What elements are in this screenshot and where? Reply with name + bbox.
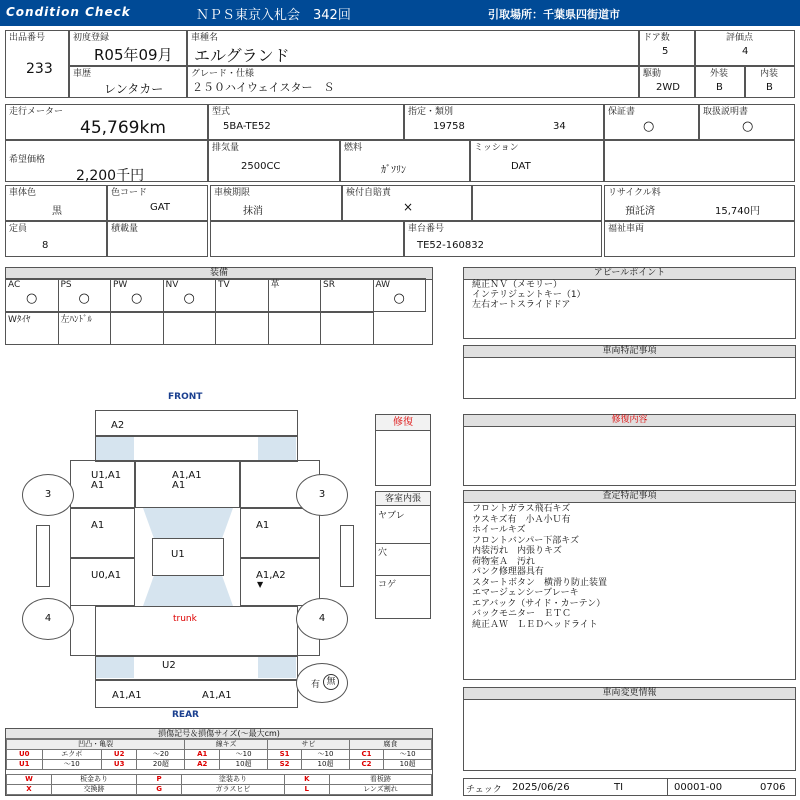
- check-label: チェック: [466, 785, 502, 795]
- legend-header: 線キズ: [185, 740, 268, 750]
- legend-code: A2: [185, 760, 220, 770]
- code-hood-right2: A1: [172, 480, 186, 491]
- capacity-cell: [5, 221, 107, 257]
- drive-cell: [639, 66, 695, 98]
- legend-code: U1: [7, 760, 43, 770]
- equipment-item-pw: [110, 278, 164, 312]
- rear-window: [143, 576, 233, 606]
- check-date: 2025/06/26: [512, 782, 570, 793]
- color-code-cell: [107, 185, 208, 221]
- mileage-value: 45,769km: [80, 118, 166, 138]
- appeal-lines: [472, 280, 586, 310]
- tire-code: 3: [318, 489, 326, 500]
- tire-code: 4: [318, 613, 326, 624]
- code-rear-right-mark: ▼: [257, 580, 264, 589]
- manual-cell: [699, 104, 795, 140]
- appeal-line: インテリジェントキー（1）: [472, 290, 586, 300]
- inspection-note-line: フロントガラス飛石キズ: [472, 504, 571, 514]
- first-reg-label: 初度登録: [73, 33, 110, 43]
- legend-size: 〜10: [384, 750, 432, 760]
- front-left-door-panel: [70, 508, 135, 558]
- equipment-mark: ○: [26, 291, 38, 306]
- legend-size: エクボ: [42, 750, 101, 760]
- legend-mark-code: P: [137, 775, 182, 785]
- mission-cell: [470, 140, 604, 182]
- front-right-door-panel: [240, 508, 320, 558]
- legend-size: 〜20: [137, 750, 185, 760]
- equipment-label: AW: [375, 280, 391, 290]
- spare-tire: [296, 663, 348, 703]
- equipment-mark: ○: [78, 291, 90, 306]
- chassis-label: 車台番号: [408, 224, 445, 234]
- model-label: 型式: [212, 107, 231, 117]
- front-bumper: [95, 410, 298, 436]
- equipment-label: TV: [218, 280, 230, 290]
- footer-divider: [667, 779, 668, 795]
- tire-front-left: [22, 474, 74, 516]
- repair-title: 修復: [376, 415, 430, 431]
- mission-label: ミッション: [474, 143, 519, 153]
- code-rear-bumper-left: A1,A1: [112, 690, 142, 701]
- cabin-item: ヤブレ: [378, 511, 405, 521]
- auction-title: ＮＰＳ東京入札会 342回: [196, 8, 351, 23]
- inspection-note-line: 荷物室Ａ 汚れ: [472, 556, 536, 567]
- recycle-cell: [604, 185, 795, 221]
- load-label: 積載量: [111, 224, 139, 234]
- welfare-cell: [604, 221, 795, 257]
- inspection-notes-list: [472, 504, 607, 630]
- legend-mark-label: 交換跡: [52, 785, 137, 795]
- designation-label: 指定・類別: [408, 107, 454, 117]
- equipment-label: 革: [270, 280, 280, 290]
- trunk-label: trunk: [173, 614, 197, 624]
- tire-code: 3: [44, 489, 52, 500]
- repair-panel: [375, 414, 431, 486]
- car-name-label: 車種名: [191, 33, 219, 43]
- history-label: 車歴: [73, 69, 92, 79]
- pickup-location: 引取場所：千葉県四街道市: [488, 8, 620, 21]
- legend-header: 腐食: [349, 740, 431, 750]
- equipment-extra-cell: [5, 312, 59, 345]
- legend-title: 損傷記号＆損傷サイズ(〜最大cm): [6, 729, 432, 739]
- color-cell: [5, 185, 107, 221]
- footer-bar: [463, 778, 796, 796]
- inspection-value: 抹消: [243, 206, 263, 217]
- legend-code: S1: [267, 750, 301, 760]
- warranty-label: 保証書: [608, 107, 636, 117]
- designation-value: 19758: [433, 121, 465, 132]
- displacement-label: 排気量: [212, 143, 240, 153]
- history-cell: [69, 66, 187, 98]
- changes-panel: [463, 687, 796, 771]
- rear-left-door-panel: [70, 558, 135, 606]
- legend-mark-label: 看板跡: [329, 775, 431, 785]
- load-cell: [107, 221, 208, 257]
- appeal-title: アピールポイント: [464, 268, 795, 280]
- legend-mark-code: G: [137, 785, 182, 795]
- appeal-line: 純正ＮＶ（メモリー）: [472, 280, 563, 290]
- legend-mark-label: 板金あり: [52, 775, 137, 785]
- code-front-left-door: A1: [91, 520, 105, 531]
- interior-label: 内装: [760, 69, 779, 79]
- equipment-extra-cell: [58, 312, 112, 345]
- displacement-value: 2500CC: [241, 161, 281, 172]
- equipment-item-ps: [58, 278, 112, 312]
- insurance-cell: [342, 185, 472, 221]
- inspection-note-line: エマージェンシーブレーキ: [472, 588, 579, 598]
- grade-value: ２５０ハイウェイスター Ｓ: [192, 81, 335, 94]
- legend-size: 10超: [302, 760, 350, 770]
- doors-label: ドア数: [643, 33, 670, 43]
- legend-table: [6, 739, 432, 770]
- appeal-line: 左右オートスライドドア: [472, 300, 571, 310]
- code-rear-bumper-right: A1,A1: [202, 690, 232, 701]
- inspection-note-line: ウスキズ有 小Ａ小Ｕ有: [472, 514, 571, 525]
- tire-rear-right: [296, 598, 348, 640]
- drive-label: 駆動: [643, 69, 662, 79]
- mileage-label: 走行メーター: [9, 107, 64, 117]
- front-label: FRONT: [168, 392, 203, 402]
- model-value: 5BA-TE52: [223, 121, 271, 132]
- right-blank-cell: [604, 140, 795, 182]
- grade-eval-label: 評価点: [726, 33, 754, 43]
- code-roof: U1: [171, 549, 185, 560]
- recycle-label: リサイクル料: [608, 188, 661, 198]
- capacity-label: 定員: [9, 224, 28, 234]
- equipment-label: NV: [165, 280, 179, 290]
- insurance-label: 検付自賠責: [346, 188, 392, 198]
- inspection-note-line: ホイールキズ: [472, 525, 526, 535]
- code-front-right-door: A1: [256, 520, 270, 531]
- inspection-note-line: 内装汚れ 内張りキズ: [472, 546, 562, 556]
- equipment-title: 装備: [6, 268, 432, 280]
- code-hood-front: A2: [111, 420, 125, 431]
- grade-label: グレード・仕様: [191, 69, 255, 79]
- drive-value: 2WD: [656, 82, 680, 93]
- recycle-fee: 15,740円: [715, 206, 760, 217]
- legend-marks-table: [6, 774, 432, 795]
- code-rear-left-door: U0,A1: [91, 570, 122, 581]
- equipment-item-tv: [215, 278, 269, 312]
- equipment-label: PW: [113, 280, 128, 290]
- inspection-note-line: フロントバンパー下部キズ: [472, 535, 580, 546]
- price-cell: [5, 140, 208, 182]
- cabin-item: 穴: [378, 548, 388, 558]
- roof-panel: [152, 538, 224, 576]
- car-name-cell: [187, 30, 639, 66]
- legend-code: U3: [101, 760, 137, 770]
- legend-code: U2: [101, 750, 137, 760]
- legend-size: 〜10: [42, 760, 101, 770]
- equipment-item-nv: [163, 278, 217, 312]
- mission-value: DAT: [511, 161, 531, 172]
- color-label: 車体色: [9, 188, 37, 198]
- inspection-note-line: パンク修理器具有: [472, 567, 544, 577]
- inspection-note-line: 純正ＡＷ ＬＥＤヘッドライト: [472, 619, 598, 630]
- first-reg-cell: [69, 30, 187, 66]
- capacity-value: 8: [42, 240, 49, 251]
- cabin-title: 客室内張: [376, 492, 430, 506]
- cabin-item: コゲ: [378, 580, 397, 590]
- inspector: TI: [614, 782, 624, 793]
- repair-content-panel: [463, 414, 796, 486]
- tire-rear-left: [22, 598, 74, 640]
- special-panel: [463, 345, 796, 399]
- mileage-cell: [5, 104, 208, 140]
- cabin-divider: [376, 575, 430, 576]
- legend-size: 〜10: [302, 750, 350, 760]
- changes-title: 車両変更情報: [464, 688, 795, 700]
- price-label: 希望価格: [9, 155, 46, 165]
- legend-size: 20超: [137, 760, 185, 770]
- appeal-panel: [463, 267, 796, 339]
- legend-mark-label: ガラスヒビ: [182, 785, 285, 795]
- interior-value: B: [766, 82, 773, 93]
- legend-mark-label: 塗装あり: [182, 775, 285, 785]
- equipment-extra-cell: [163, 312, 217, 345]
- equipment-extra-label: Wﾀｲﾔ: [8, 315, 31, 325]
- legend-code: U0: [7, 750, 43, 760]
- code-rear-center: U2: [162, 660, 176, 671]
- recycle-status: 預託済: [625, 206, 655, 217]
- grade-eval-cell: [695, 30, 795, 66]
- fuel-cell: [340, 140, 470, 182]
- color-code-label: 色コード: [111, 188, 148, 198]
- legend-mark-code: W: [7, 775, 52, 785]
- equipment-label: PS: [60, 280, 72, 290]
- manual-label: 取扱説明書: [703, 107, 749, 117]
- first-reg-value: R05年09月: [94, 46, 173, 64]
- code-hood-left2: A1: [91, 480, 105, 491]
- exterior-label: 外装: [710, 69, 729, 79]
- lot-label: 出品番号: [9, 33, 46, 43]
- rear-lower: [95, 656, 298, 680]
- legend-code: A1: [185, 750, 220, 760]
- mirror-left: [36, 525, 50, 587]
- car-name-value: エルグランド: [194, 46, 290, 65]
- code-rear-right-door: A1,A2: [256, 570, 286, 581]
- blank-cell-r6: [210, 221, 404, 257]
- interior-cell: [745, 66, 795, 98]
- fuel-label: 燃料: [344, 143, 363, 153]
- equipment-mark: ○: [183, 291, 195, 306]
- spare-mark: 無: [323, 674, 339, 690]
- manual-value: ○: [742, 119, 754, 134]
- model-cell: [208, 104, 404, 140]
- equipment-extra-cell: [110, 312, 164, 345]
- inspection-note-line: バックモニター ＥＴＣ: [472, 609, 572, 619]
- rear-label: REAR: [172, 710, 199, 720]
- welfare-label: 福祉車両: [608, 224, 645, 234]
- warranty-value: ○: [643, 119, 655, 134]
- legend-mark-code: X: [7, 785, 52, 795]
- insurance-value: ×: [403, 200, 414, 214]
- inspection-note-line: スタートボタン 横滑り防止装置: [472, 577, 608, 588]
- rear-right-door-panel: [240, 558, 320, 606]
- legend-code: C1: [349, 750, 383, 760]
- fuel-value: ｶﾞｿﾘﾝ: [381, 165, 406, 176]
- equipment-extra-cell: [215, 312, 269, 345]
- header-bar: [0, 0, 800, 26]
- tire-front-right: [296, 474, 348, 516]
- legend-code: S2: [267, 760, 301, 770]
- repair-content-title: 修復内容: [464, 415, 795, 427]
- special-title: 車両特記事項: [464, 346, 795, 358]
- legend-size: 10超: [220, 760, 268, 770]
- chassis-value: TE52-160832: [417, 240, 484, 251]
- legend-mark-code: L: [284, 785, 329, 795]
- hood-panel: [135, 460, 240, 508]
- legend-size: 10超: [384, 760, 432, 770]
- legend-header: 凹凸・亀裂: [7, 740, 185, 750]
- equipment-mark: ○: [131, 291, 143, 306]
- legend-mark-code: K: [284, 775, 329, 785]
- equipment-extra-cell: [268, 312, 322, 345]
- legend-size: 〜10: [220, 750, 268, 760]
- equipment-label: AC: [8, 280, 21, 290]
- inspection-note-line: エアバック（サイド・カーテン）: [472, 598, 606, 609]
- cabin-divider: [376, 543, 430, 544]
- exterior-value: B: [716, 82, 723, 93]
- equipment-extra-label: 左ﾊﾝﾄﾞﾙ: [60, 315, 93, 325]
- equipment-item-sr: [320, 278, 374, 312]
- legend-code: C2: [349, 760, 383, 770]
- inspection-cell: [210, 185, 342, 221]
- equipment-item-aw: [373, 278, 427, 312]
- equipment-mark: ○: [393, 291, 405, 306]
- chassis-cell: [404, 221, 602, 257]
- lot-cell: [5, 30, 69, 98]
- lot-number: 233: [26, 61, 53, 77]
- hood-area: [95, 436, 298, 462]
- blank-cell-r5: [472, 185, 602, 221]
- code-hood-left: U1,A1: [91, 470, 122, 481]
- exterior-cell: [695, 66, 745, 98]
- equipment-item-ac: [5, 278, 59, 312]
- brand-title: Condition Check: [6, 5, 131, 19]
- mirror-right: [340, 525, 354, 587]
- equipment-label: SR: [323, 280, 335, 290]
- category-value: 34: [553, 121, 566, 132]
- code-hood-right: A1,A1: [172, 470, 202, 481]
- doors-cell: [639, 30, 695, 66]
- equipment-item-革: [268, 278, 322, 312]
- windshield: [143, 508, 233, 538]
- grade-eval-value: 4: [742, 46, 749, 57]
- doors-value: 5: [662, 46, 669, 57]
- grade-cell: [187, 66, 639, 98]
- inspection-notes-title: 査定特記事項: [464, 491, 795, 503]
- warranty-cell: [604, 104, 699, 140]
- inspection-notes-panel: [463, 490, 796, 680]
- price-value: 2,200千円: [76, 168, 145, 184]
- spare-label: 有: [311, 680, 321, 690]
- color-value: 黒: [52, 206, 62, 217]
- cabin-panel: [375, 491, 431, 619]
- footer-code: 00001-00: [674, 782, 723, 793]
- designation-cell: [404, 104, 604, 140]
- displacement-cell: [208, 140, 340, 182]
- legend-mark-label: レンズ割れ: [329, 785, 431, 795]
- inspection-label: 車検期限: [214, 188, 251, 198]
- color-code-value: GAT: [150, 202, 170, 213]
- footer-code2: 0706: [760, 782, 786, 793]
- equipment-extra-cell: [320, 312, 374, 345]
- history-value: レンタカー: [104, 82, 164, 96]
- legend-header: サビ: [267, 740, 349, 750]
- tire-code: 4: [44, 613, 52, 624]
